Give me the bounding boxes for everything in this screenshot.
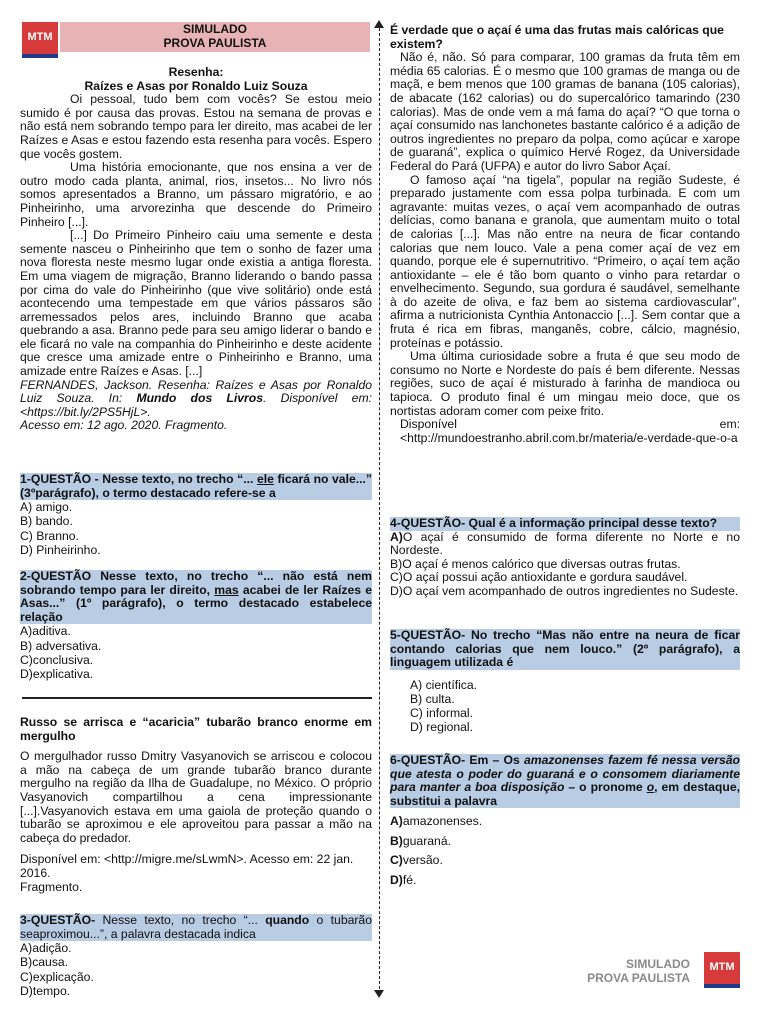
option-c[interactable]: C)O açaí possui ação antioxidante e gordura saudável. bbox=[390, 570, 688, 585]
option-c[interactable]: C)conclusiva. bbox=[20, 652, 94, 667]
acai-paragraph-3: Uma última curiosidade sobre a fruta é que seu modo de consumo no Norte e Nordeste do país é bem diferente. Nessas regiões, suco de açaí é misturado à farinha de mandioca ou tapioca. O produto final é um mingau meio doce, que os nortistas adoram comer com peixe frito. bbox=[390, 349, 740, 418]
mtm-logo-top: MTM bbox=[22, 22, 58, 58]
question-3-stem: 3-QUESTÃO- Nesse texto, no trecho “... quando o tubarão seaproximou...”, a palavra destacada indica bbox=[20, 913, 372, 941]
question-3-options bbox=[20, 941, 372, 998]
review-reference: FERNANDES, Jackson. Resenha: Raízes e Asas por Ronaldo Luiz Souza. In: Mundo dos Livros. Disponível em: <https://bit.ly/2PS5HjL>. bbox=[20, 377, 372, 419]
option-d[interactable]: D)explicativa. bbox=[20, 666, 94, 681]
review-label: Resenha: bbox=[168, 65, 224, 79]
review-paragraph-3: [...] Do Primeiro Pinheiro caiu uma semente e desta semente nasceu o Pinheirinho que tem o sonho de fazer uma nova floresta neste mesmo lugar onde existia a antiga floresta. Em uma viagem de migração, Branno liderando o bando passa por cima do vale do Pinheirinho (que vive solitário) onde está acontecendo uma tempestade em que vários pássaros são arremessados pelos ares, incluindo Branno que acaba quebrando a asa. Branno pede para seu amigo liderar o bando e ele ficará no vale na companhia do Pinheirinho e deste acidente que cresce uma amizade entre o Pinheirinho e Branno, uma amizade entre Raízes e Asas. [...] bbox=[20, 228, 372, 379]
option-b[interactable]: B) adversativa. bbox=[20, 638, 102, 653]
question-3 bbox=[20, 914, 372, 998]
review-section bbox=[20, 66, 372, 433]
news-body: O mergulhador russo Dmitry Vasyanovich se arriscou e colocou a mão na cabeça de um grande tubarão branco durante mergulho na região da Ilha de Guadalupe, no México. O próprio Vasyanovich compartilhou a cena impressionante [...].Vasyanovich estava em uma gaiola de proteção quando o tubarão se aproximou e ele aproveitou para passar a mão na cabeça do predador. bbox=[20, 749, 372, 845]
question-1-options bbox=[20, 500, 372, 557]
news-title: Russo se arrisca e “acaricia” tubarão branco enorme em mergulho bbox=[20, 715, 372, 743]
option-d[interactable]: D)O açaí vem acompanhado de outros ingredientes no Sudeste. bbox=[390, 583, 739, 598]
option-d[interactable]: D) Pinheirinho. bbox=[20, 542, 101, 557]
option-a[interactable]: A)adição. bbox=[20, 941, 72, 956]
option-b[interactable]: B)O açaí é menos calórico que diversas outras frutas. bbox=[390, 556, 681, 571]
option-c[interactable]: C) informal. bbox=[410, 706, 473, 721]
section-divider bbox=[22, 697, 372, 699]
review-paragraph-1: Oi pessoal, tudo bem com vocês? Se estou meio sumido é por causa das provas. Estou na semana de provas e não está nem sobrando tempo para ler direito, mas acabei de ler Raízes e Asas e estou fazendo esta resenha para vocês. Espero que vocês gostem. bbox=[20, 92, 372, 161]
question-2-options bbox=[20, 624, 372, 681]
acai-paragraph-2: O famoso açaí “na tigela”, popular na região Sudeste, é preparado justamente com essa polpa turbinada. E com um agravante: muitas vezes, o açaí vem acompanhado de outras delícias, como banana e granola, que aumentam muito o total de calorias [...]. Mas não entre na neura de ficar contando calorias que nem louco. Vale a pena comer açaí de vez em quando, porque ele é supernutritivo. “Primeiro, o açaí tem ação antioxidante – ele é tão bom quanto o vinho para retardar o envelhecimento. Segundo, sua gordura é saudável, semelhante à do azeite de oliva, e faz bem ao sistema cardiovascular”, afirma a nutricionista Cynthia Antonaccio [...]. Sem contar que a fruta é rica em fibras, manganês, cobre, cálcio, magnésio, proteínas e potássio. bbox=[390, 172, 740, 350]
question-4-stem: 4-QUESTÃO- Qual é a informação principal desse texto? bbox=[390, 517, 740, 531]
acai-source-url: <http://mundoestranho.abril.com.br/materia/e-verdade-que-o-a bbox=[400, 430, 738, 445]
option-b[interactable]: B) culta. bbox=[410, 691, 455, 706]
question-6-stem: 6-QUESTÃO- Em – Os amazonenses fazem fé nessa versão que atesta o poder do guaraná e o consomem diariamente para manter a boa disposição – o pronome o, em destaque, substitui a palavra bbox=[390, 753, 740, 808]
acai-title: É verdade que o açaí é uma das frutas mais calóricas que existem? bbox=[390, 23, 724, 51]
option-d[interactable]: D)fé. bbox=[390, 872, 417, 887]
header-line2: PROVA PAULISTA bbox=[163, 36, 267, 50]
option-b[interactable]: B)causa. bbox=[20, 955, 69, 970]
option-c[interactable]: C)explicação. bbox=[20, 969, 94, 984]
question-2 bbox=[20, 570, 372, 681]
news-source: Disponível em: <http://migre.me/sLwmN>. Acesso em: 22 jan. 2016. bbox=[20, 852, 354, 880]
question-6-options bbox=[390, 812, 740, 890]
acai-article bbox=[390, 24, 740, 445]
option-d[interactable]: D)tempo. bbox=[20, 983, 71, 998]
question-6 bbox=[390, 754, 740, 890]
option-a[interactable]: A)aditiva. bbox=[20, 624, 71, 639]
question-5-options bbox=[390, 678, 740, 735]
mtm-logo-bottom: MTM bbox=[704, 952, 740, 988]
acai-paragraph-1: Não é, não. Só para comparar, 100 gramas da fruta têm em média 65 calorias. É o mesmo que 100 gramas de manga ou de maçã, e bem menos que 100 gramas de banana (105 calorias), de abacate (162 calorias) ou do supercalórico tamarindo (230 calorias). Mas de onde vem a má fama do açaí? “O que torna o açaí consumido nas lanchonetes bastante calórico é a adição de outros ingredientes no preparo da polpa, como açúcar e xarope de guaraná”, explica o químico Hervé Rogez, da Universidade Federal do Pará (UFPA) e autor do livro Sabor Açaí. bbox=[390, 50, 740, 173]
question-1-stem: 1-QUESTÃO - Nesse texto, no trecho “... ele ficará no vale...” (3ºparágrafo), o termo destacado refere-se a bbox=[20, 472, 372, 500]
option-c[interactable]: C)versão. bbox=[390, 853, 443, 868]
option-a[interactable]: A)O açaí é consumido de forma diferente no Norte e no Nordeste. bbox=[390, 529, 740, 558]
option-b[interactable]: B) bando. bbox=[20, 514, 73, 529]
option-d[interactable]: D) regional. bbox=[410, 720, 473, 735]
review-paragraph-2: Uma história emocionante, que nos ensina a ver de outro modo cada planta, animal, rios, insetos... No livro nós somos apresentados a Branno, um pássaro migratório, e ao Pinheirinho, uma arvorezinha que descende do Primeiro Pinheiro [...]. bbox=[20, 160, 372, 229]
review-access-date: Acesso em: 12 ago. 2020. Fragmento. bbox=[20, 418, 228, 433]
column-divider bbox=[379, 28, 380, 994]
option-b[interactable]: B)guaraná. bbox=[390, 833, 451, 848]
question-4 bbox=[390, 517, 740, 599]
acai-source-line: Disponível em: bbox=[400, 417, 740, 432]
divider-arrow-up-icon bbox=[374, 20, 384, 28]
option-a[interactable]: A) amigo. bbox=[20, 500, 73, 515]
divider-arrow-down-icon bbox=[374, 990, 384, 998]
question-5-stem: 5-QUESTÃO- No trecho “Mas não entre na neura de ficar contando calorias que nem louco.” (2º parágrafo), a linguagem utilizada é bbox=[390, 628, 740, 670]
review-title: Raízes e Asas por Ronaldo Luiz Souza bbox=[84, 78, 308, 93]
option-a[interactable]: A)amazonenses. bbox=[390, 814, 483, 829]
header-line1: SIMULADO bbox=[183, 22, 247, 36]
news-fragment: Fragmento. bbox=[20, 879, 83, 894]
option-c[interactable]: C) Branno. bbox=[20, 528, 79, 543]
footer-label: SIMULADO PROVA PAULISTA bbox=[587, 957, 690, 985]
news-section bbox=[20, 716, 372, 894]
header-band bbox=[60, 22, 370, 52]
question-5 bbox=[390, 629, 740, 735]
question-2-stem: 2-QUESTÃO Nesse texto, no trecho “... não está nem sobrando tempo para ler direito, mas acabei de ler Raízes e Asas...” (1º parágrafo), o termo destacado estabelece relação bbox=[20, 569, 372, 624]
question-1 bbox=[20, 473, 372, 557]
option-a[interactable]: A) científica. bbox=[410, 677, 478, 692]
